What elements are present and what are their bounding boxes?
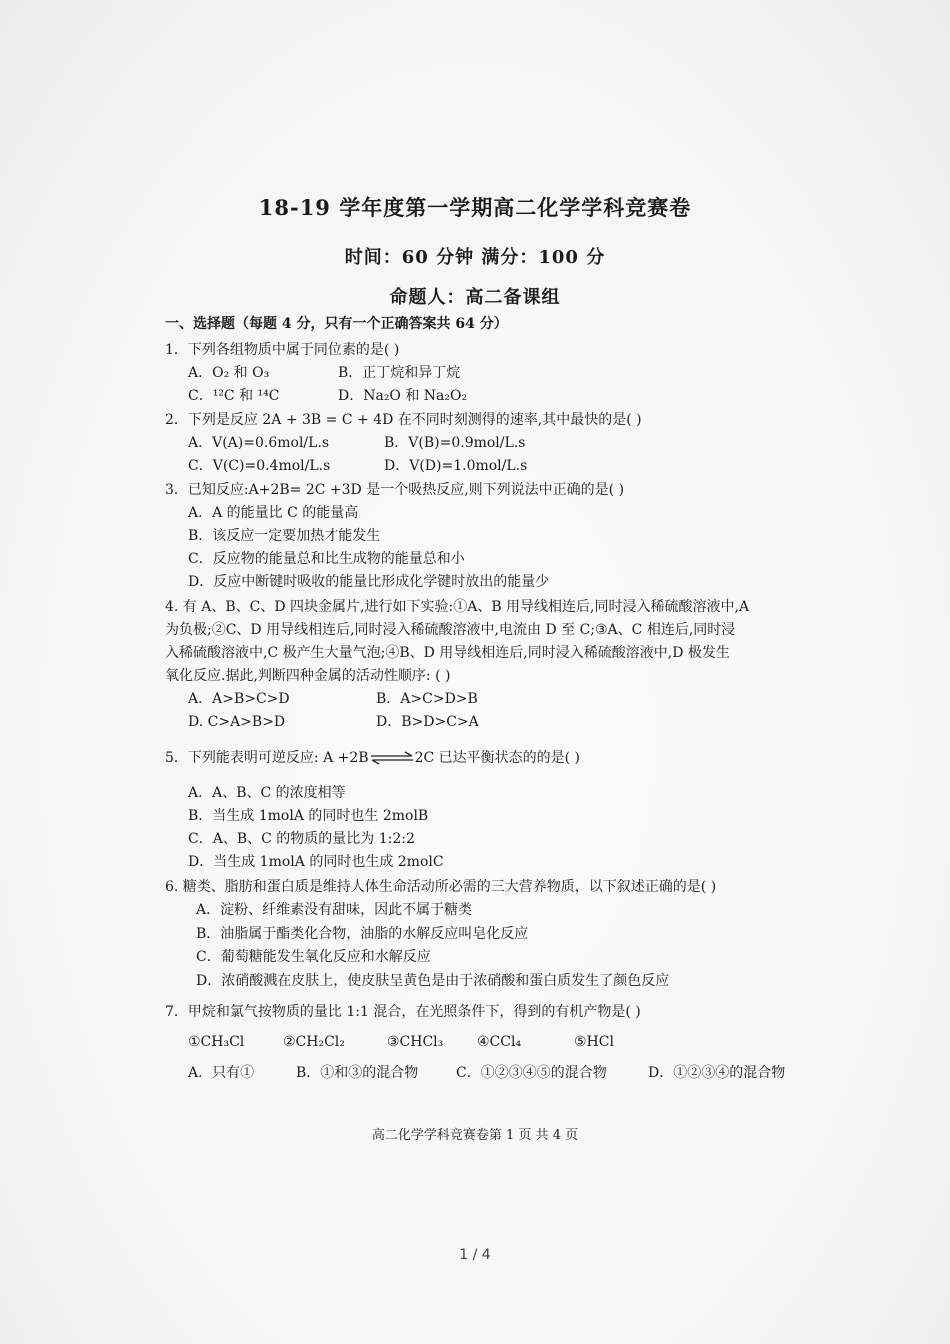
question-4-option-d: D．B>D>C>A: [376, 714, 479, 730]
question-5-option-b: B．当生成 1molA 的同时也生 2molB: [188, 808, 429, 824]
question-7-item-4: ④CCl₄: [477, 1034, 522, 1050]
section-heading: 一、选择题（每题 4 分，只有一个正确答案共 64 分）: [165, 316, 508, 332]
question-5-stem: [165, 748, 580, 768]
exam-author: 命题人：高二备课组: [389, 287, 561, 308]
question-3-option-a: A．A 的能量比 C 的能量高: [188, 505, 359, 521]
question-5-stem-after-arrow: 2C 已达平衡状态的的是( ): [414, 750, 581, 766]
question-3-option-c: C．反应物的能量总和比生成物的能量总和小: [188, 551, 465, 567]
question-4-option-a: A．A>B>C>D: [188, 691, 290, 707]
page-indicator: 1 / 4: [459, 1247, 491, 1263]
page-footer: 高二化学学科竞赛卷第 1 页 共 4 页: [371, 1128, 579, 1143]
question-2-option-d: D．V(D)=1.0mol/L.s: [384, 458, 528, 474]
question-3-option-b: B．该反应一定要加热才能发生: [188, 528, 381, 544]
question-7-item-5: ⑤HCl: [574, 1034, 614, 1050]
question-1-option-d: D．Na₂O 和 Na₂O₂: [338, 388, 468, 404]
question-1-option-a: A．O₂ 和 O₃: [188, 365, 270, 381]
question-2-option-a: A．V(A)=0.6mol/L.s: [188, 435, 330, 451]
question-1-stem: 1．下列各组物质中属于同位素的是( ): [165, 342, 400, 358]
question-1-option-b: B．正丁烷和异丁烷: [338, 365, 461, 381]
question-5-option-c: C．A、B、C 的物质的量比为 1:2:2: [188, 831, 415, 847]
question-3-stem: 3．已知反应:A+2B= 2C +3D 是一个吸热反应,则下列说法中正确的是( ): [165, 482, 625, 498]
question-6-option-a: A．淀粉、纤维素没有甜味，因此不属于糖类: [196, 902, 473, 918]
reversible-arrow-icon: [369, 751, 415, 765]
question-2-stem: 2．下列是反应 2A + 3B = C + 4D 在不同时刻测得的速率,其中最快的是( ): [165, 412, 642, 428]
question-7-item-1: ①CH₃Cl: [188, 1034, 245, 1050]
question-7-option-b: B．①和③的混合物: [296, 1065, 419, 1081]
question-5-stem-before-arrow: 5．下列能表明可逆反应: A +2B: [165, 750, 369, 766]
question-4-option-c: D. C>A>B>D: [188, 714, 286, 730]
question-2-option-b: B．V(B)=0.9mol/L.s: [384, 435, 526, 451]
question-4-stem-line-1: 4. 有 A、B、C、D 四块金属片,进行如下实验:①A、B 用导线相连后,同时浸入稀硫酸溶液中,A: [165, 599, 750, 615]
question-7-item-2: ②CH₂Cl₂: [283, 1034, 345, 1050]
question-7-item-3: ③CHCl₃: [387, 1034, 444, 1050]
question-6-option-c: C．葡萄糖能发生氧化反应和水解反应: [196, 949, 431, 965]
exam-title: 18-19 学年度第一学期高二化学学科竞赛卷: [258, 195, 692, 220]
question-7-option-d: D．①②③④的混合物: [648, 1065, 786, 1081]
question-6-stem: 6. 糖类、脂肪和蛋白质是维持人体生命活动所必需的三大营养物质，以下叙述正确的是( ): [165, 879, 717, 895]
question-7-option-c: C．①②③④⑤的混合物: [456, 1065, 607, 1081]
question-4-stem-line-4: 氧化反应.据此,判断四种金属的活动性顺序: ( ): [165, 668, 451, 684]
question-4-stem-line-3: 入稀硫酸溶液中,C 极产生大量气泡;④B、D 用导线相连后,同时浸入稀硫酸溶液中,D 极发生: [165, 645, 730, 661]
question-6-option-d: D．浓硝酸溅在皮肤上，使皮肤呈黄色是由于浓硝酸和蛋白质发生了颜色反应: [196, 973, 670, 989]
question-2-option-c: C．V(C)=0.4mol/L.s: [188, 458, 331, 474]
question-7-stem: 7．甲烷和氯气按物质的量比 1:1 混合，在光照条件下，得到的有机产物是( ): [165, 1004, 641, 1020]
question-1-option-c: C．¹²C 和 ¹⁴C: [188, 388, 280, 404]
question-3-option-d: D．反应中断键时吸收的能量比形成化学键时放出的能量少: [188, 574, 550, 590]
question-4-option-b: B．A>C>D>B: [376, 691, 478, 707]
question-7-option-a: A．只有①: [188, 1065, 255, 1081]
question-6-option-b: B．油脂属于酯类化合物，油脂的水解反应叫皂化反应: [196, 926, 529, 942]
question-5-option-d: D．当生成 1molA 的同时也生成 2molC: [188, 854, 444, 870]
exam-time-score: 时间：60 分钟 满分：100 分: [344, 247, 606, 268]
question-4-stem-line-2: 为负极;②C、D 用导线相连后,同时浸入稀硫酸溶液中,电流由 D 至 C;③A、C 相连后,同时浸: [165, 622, 736, 638]
question-5-option-a: A．A、B、C 的浓度相等: [188, 785, 346, 801]
